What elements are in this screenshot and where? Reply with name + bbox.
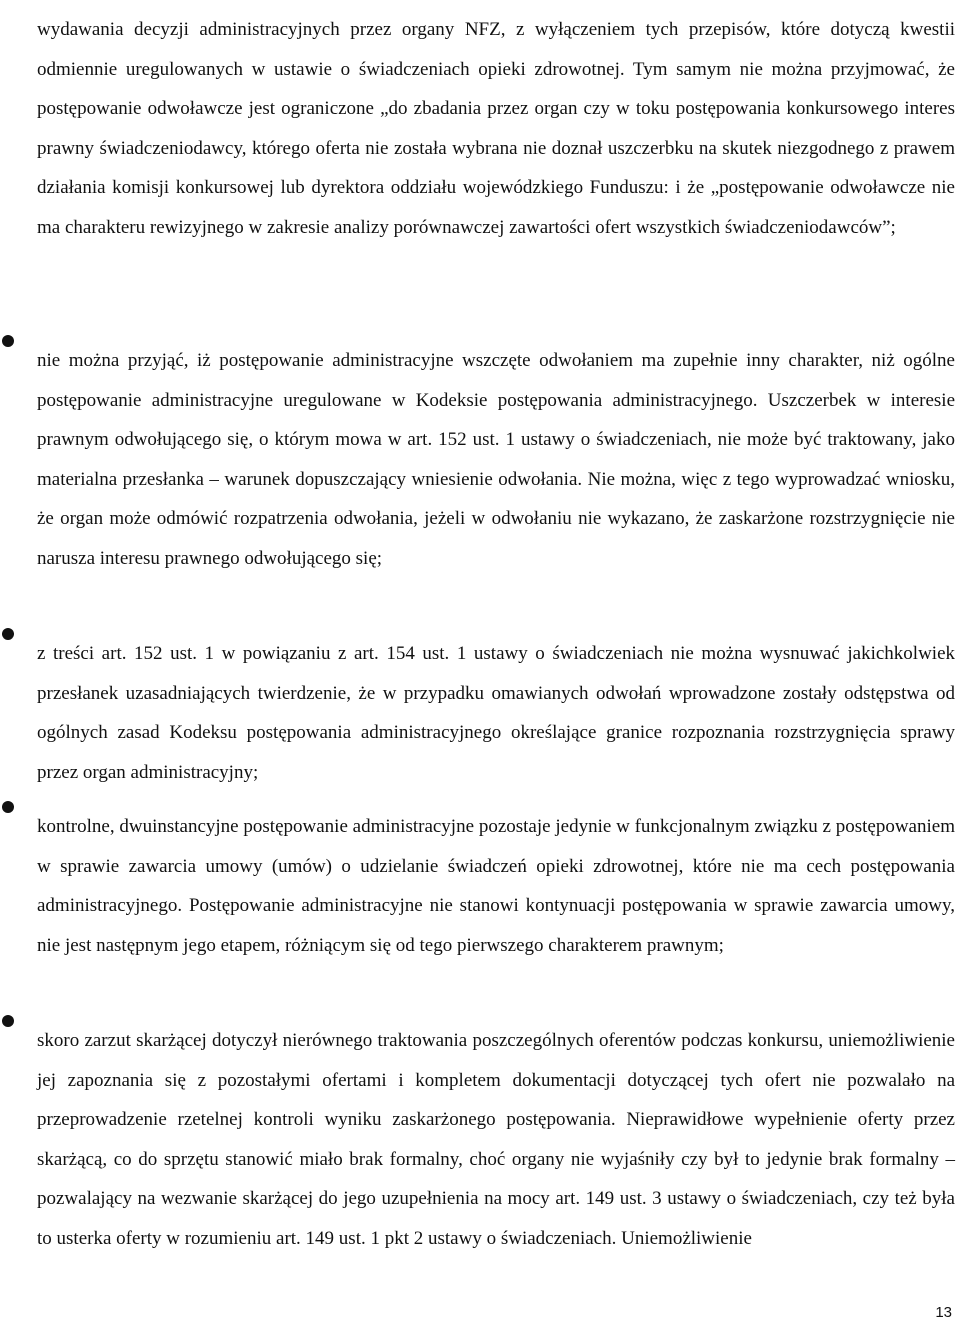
bullet-paragraph-2: z treści art. 152 ust. 1 w powiązaniu z art. 154 ust. 1 ustawy o świadczeniach nie można wysnuwać jakichkolwiek przesłanek uzasadniających twierdzenie, że w przypadku omawianych odwołań wprowadzone zostały odstępstwa od ogólnych zasad Kodeksu postępowania administracyjnego określające granice rozpoznania rozstrzygnięcia sprawy przez organ administracyjny; <box>37 643 955 783</box>
bullet-item-1 <box>0 322 960 598</box>
continuation-paragraph: wydawania decyzji administracyjnych przez organy NFZ, z wyłączeniem tych przepisów, które dotyczą kwestii odmiennie uregulowanych w ustawie o świadczeniach opieki zdrowotnej. Tym samym nie można przyjmować, że postępowanie odwoławcze jest ograniczone „do zbadania przez organ czy w toku postępowania konkursowego interes prawny świadczeniodawcy, którego oferta nie została wybrana nie doznał uszczerbku na skutek niezgodnego z prawem działania komisji konkursowej lub dyrektora oddziału wojewódzkiego Funduszu: i że „postępowanie odwoławcze nie ma charakteru rewizyjnego w zakresie analizy porównawczej zawartości ofert wszystkich świadczeniodawców”; <box>37 19 955 238</box>
bullet-item-4 <box>0 1002 960 1278</box>
page-number: 13 <box>935 1304 952 1321</box>
bullet-paragraph-3: kontrolne, dwuinstancyjne postępowanie administracyjne pozostaje jedynie w funkcjonalnym związku z postępowaniem w sprawie zawarcia umowy (umów) o udzielanie świadczeń opieki zdrowotnej, które nie ma cech postępowania administracyjnego. Postępowanie administracyjne nie stanowi kontynuacji postępowania w sprawie zawarcia umowy, nie jest następnym jego etapem, różniącym się od tego pierwszego charakterem prawnym; <box>37 816 955 956</box>
bullet-item-2 <box>0 615 960 811</box>
bullet-icon <box>2 335 14 347</box>
bullet-paragraph-4: skoro zarzut skarżącej dotyczył nierównego traktowania poszczególnych oferentów podczas konkursu, uniemożliwienie jej zapoznania się z pozostałymi ofertami i kompletem dokumentacji dotyczącej tych ofert nie pozwalało na przeprowadzenie rzetelnej kontroli wyniku zaskarżonego postępowania. Nieprawidłowe wypełnienie oferty przez skarżącą, co do sprzętu stanowić miało brak formalny, choć organy nie wyjaśniły czy był to jedynie brak formalny – pozwalający na wezwanie skarżącej do jego uzupełnienia na mocy art. 149 ust. 3 ustawy o świadczeniach, czy też była to usterka oferty w rozumieniu art. 149 ust. 1 pkt 2 ustawy o świadczeniach. Uniemożliwienie <box>37 1030 955 1249</box>
bullet-item-3 <box>0 788 960 984</box>
bullet-icon <box>2 628 14 640</box>
bullet-icon <box>2 1015 14 1027</box>
bullet-paragraph-1: nie można przyjąć, iż postępowanie administracyjne wszczęte odwołaniem ma zupełnie inny charakter, niż ogólne postępowanie administracyjne uregulowane w Kodeksie postępowania administracyjnego. Uszczerbek w interesie prawnym odwołującego się, o którym mowa w art. 152 ust. 1 ustawy o świadczeniach, nie może być traktowany, jako materialna przesłanka – warunek dopuszczający wniesienie odwołania. Nie można, więc z tego wyprowadzać wniosku, że organ może odmówić rozpatrzenia odwołania, jeżeli w odwołaniu nie wykazano, że zaskarżone rozstrzygnięcie nie narusza interesu prawnego odwołującego się; <box>37 350 955 569</box>
bullet-icon <box>2 801 14 813</box>
